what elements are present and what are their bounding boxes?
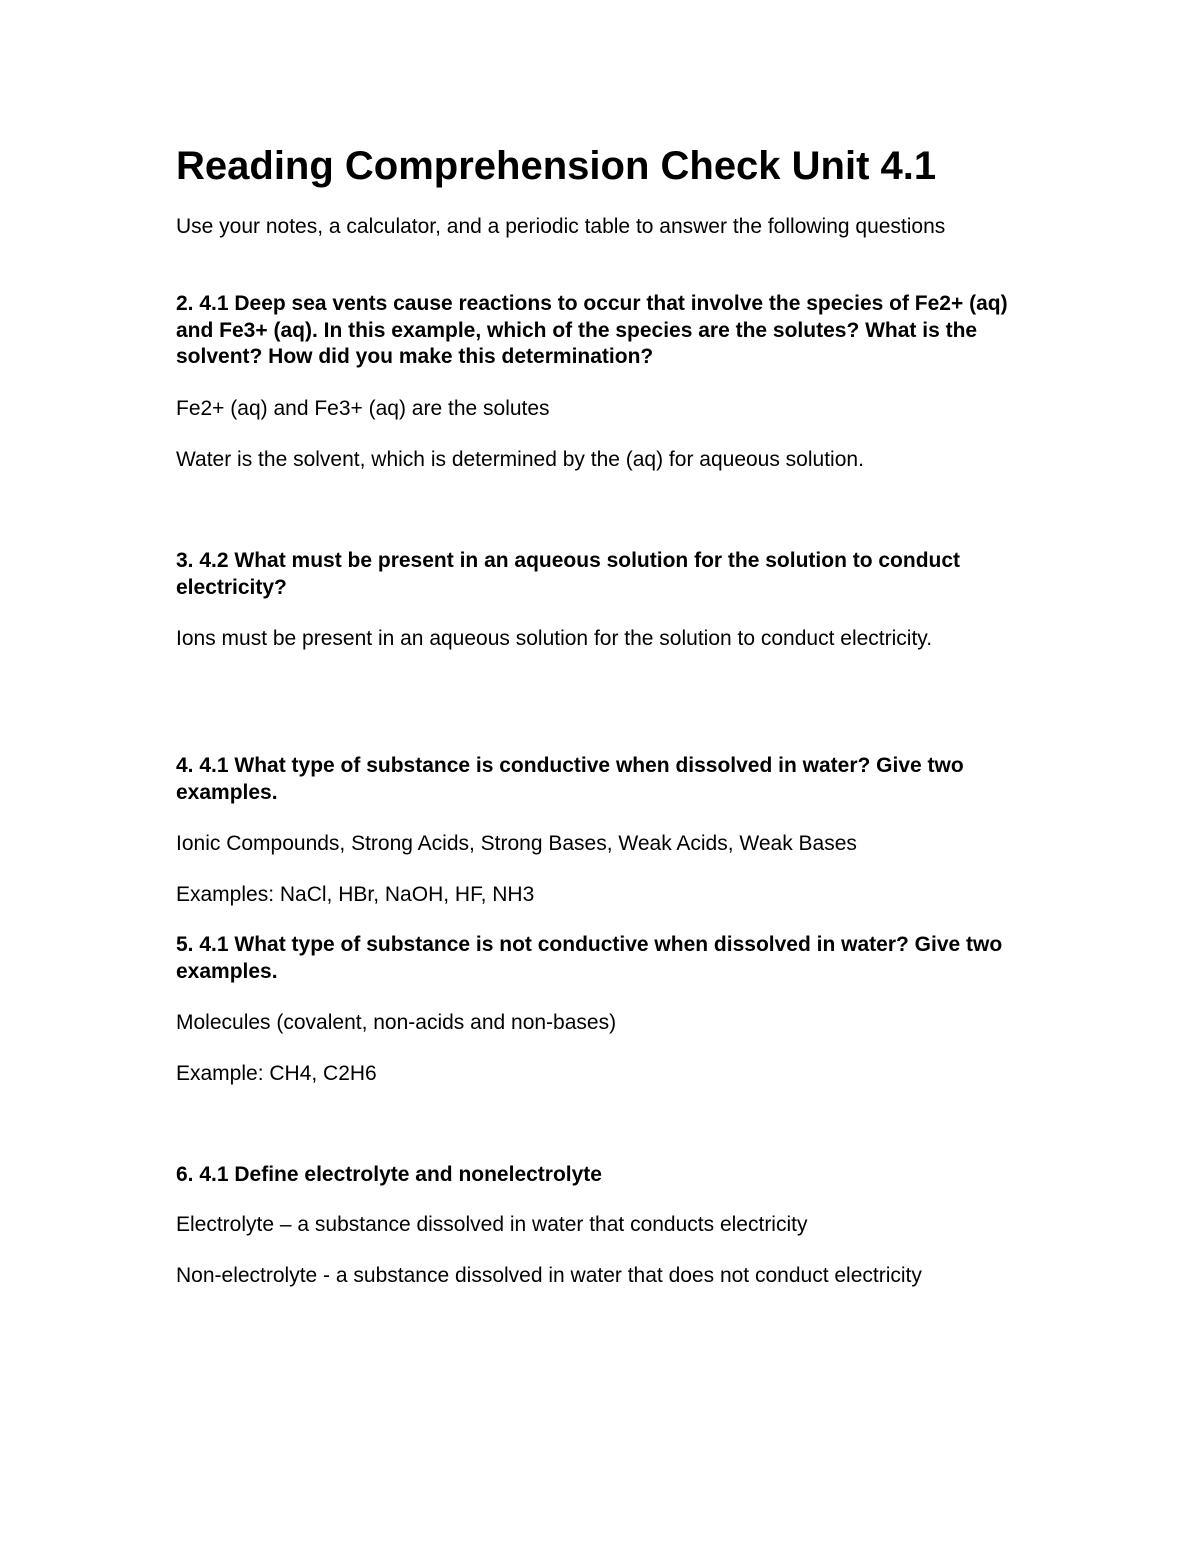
document-title: Reading Comprehension Check Unit 4.1: [176, 144, 937, 188]
question-2: 2. 4.1 Deep sea vents cause reactions to occur that involve the species of Fe2+ (aq) and Fe3+ (aq). In this example, which of the species are the solutes? What is the solvent? How did you make this determination?: [176, 292, 1008, 368]
answer-6-nonelectrolyte: Non-electrolyte - a substance dissolved in water that does not conduct electricity: [176, 1264, 922, 1287]
answer-2-solutes: Fe2+ (aq) and Fe3+ (aq) are the solutes: [176, 397, 550, 420]
answer-2-solvent: Water is the solvent, which is determined by the (aq) for aqueous solution.: [176, 448, 864, 471]
answer-4-examples: Examples: NaCl, HBr, NaOH, HF, NH3: [176, 883, 535, 906]
answer-5-types: Molecules (covalent, non-acids and non-bases): [176, 1011, 617, 1034]
answer-5-examples: Example: CH4, C2H6: [176, 1062, 377, 1085]
answer-6-electrolyte: Electrolyte – a substance dissolved in water that conducts electricity: [176, 1213, 808, 1236]
answer-4-types: Ionic Compounds, Strong Acids, Strong Bases, Weak Acids, Weak Bases: [176, 832, 857, 855]
instructions-text: Use your notes, a calculator, and a periodic table to answer the following questions: [176, 215, 946, 238]
question-5: 5. 4.1 What type of substance is not conductive when dissolved in water? Give two examples.: [176, 933, 1003, 983]
question-3: 3. 4.2 What must be present in an aqueous solution for the solution to conduct electricity?: [176, 549, 961, 599]
answer-3: Ions must be present in an aqueous solution for the solution to conduct electricity.: [176, 627, 933, 650]
question-4: 4. 4.1 What type of substance is conductive when dissolved in water? Give two examples.: [176, 754, 964, 804]
question-6: 6. 4.1 Define electrolyte and nonelectrolyte: [176, 1163, 602, 1186]
